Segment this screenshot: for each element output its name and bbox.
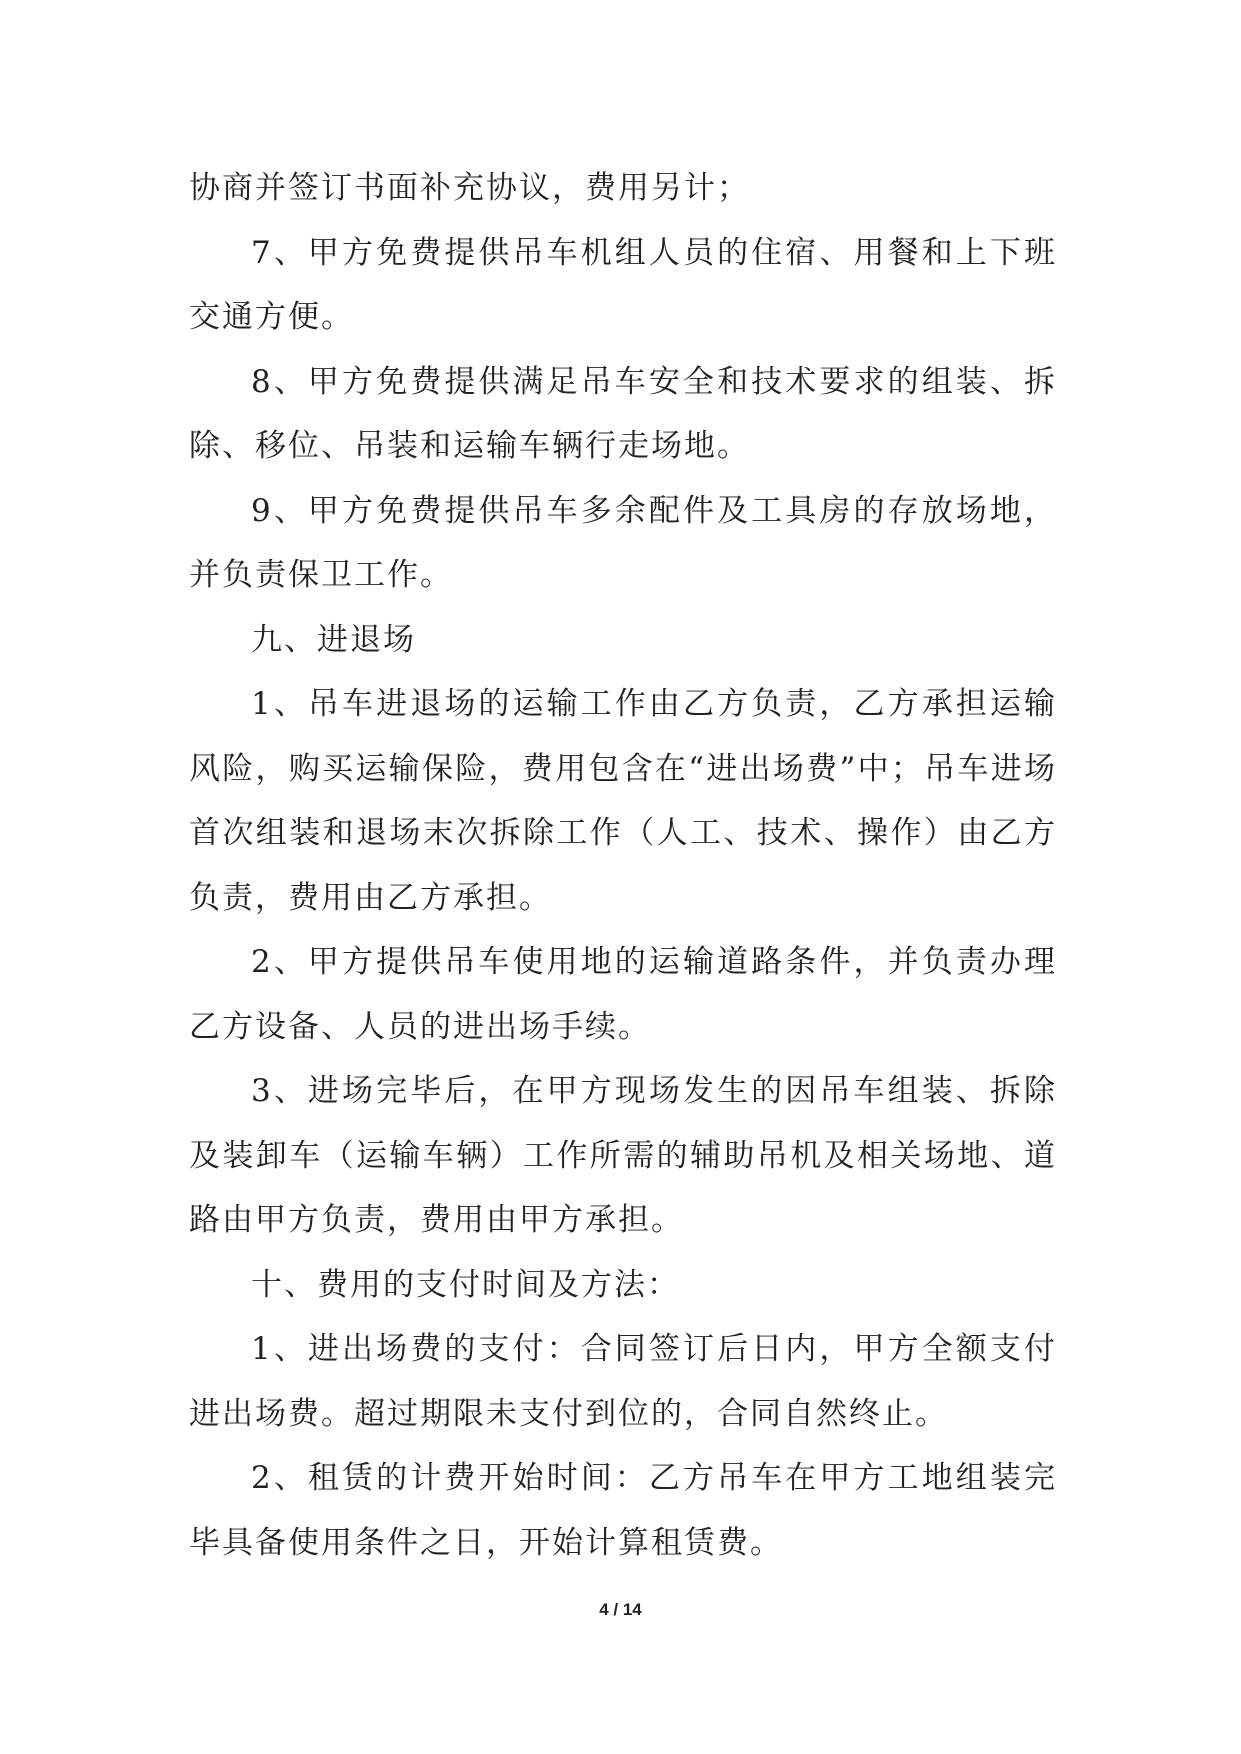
clause-9-1: 1、吊车进退场的运输工作由乙方负责，乙方承担运输风险，购买运输保险，费用包含在“进出场费”中；吊车进场首次组装和退场末次拆除工作（人工、技术、操作）由乙方负责，费用由乙方承担。 (189, 686, 1057, 916)
clause-8-9: 9、甲方免费提供吊车多余配件及工具房的存放场地，并负责保卫工作。 (189, 492, 1057, 593)
clause-9-2: 2、甲方提供吊车使用地的运输道路条件，并负责办理乙方设备、人员的进出场手续。 (189, 944, 1057, 1045)
section-heading-10: 十、费用的支付时间及方法： (251, 1266, 680, 1303)
section-heading-9: 九、进退场 (251, 621, 416, 658)
document-body (189, 156, 1057, 1575)
clause-10-2: 2、租赁的计费开始时间：乙方吊车在甲方工地组装完毕具备使用条件之日，开始计算租赁费。 (189, 1460, 1057, 1561)
clause-9-3: 3、进场完毕后，在甲方现场发生的因吊车组装、拆除及装卸车（运输车辆）工作所需的辅助吊机及相关场地、道路由甲方负责，费用由甲方承担。 (189, 1073, 1057, 1238)
clause-10-1: 1、进出场费的支付：合同签订后日内，甲方全额支付进出场费。超过期限未支付到位的，合同自然终止。 (189, 1331, 1057, 1432)
paragraph-continuation: 协商并签订书面补充协议，费用另计； (189, 170, 750, 206)
clause-8-8: 8、甲方免费提供满足吊车安全和技术要求的组装、拆除、移位、吊装和运输车辆行走场地。 (189, 363, 1057, 464)
page-number: 4 / 14 (599, 1600, 642, 1619)
clause-8-7: 7、甲方免费提供吊车机组人员的住宿、用餐和上下班交通方便。 (189, 234, 1057, 335)
